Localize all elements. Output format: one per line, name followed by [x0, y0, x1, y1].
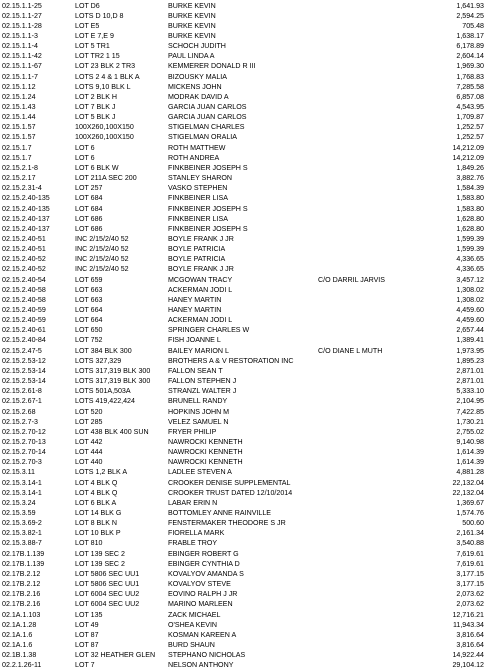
- amount-due: 500.60: [462, 519, 484, 528]
- owner-name: PAUL LINDA A: [168, 52, 215, 61]
- property-description: LOT 87: [75, 640, 99, 649]
- property-description: LOT 6004 SEC UU2: [75, 590, 140, 599]
- property-description: LOT 442: [75, 437, 103, 446]
- amount-due: 1,849.26: [456, 163, 484, 172]
- parcel-id: 02.15.2.40-52: [2, 255, 46, 264]
- amount-due: 3,816.64: [456, 630, 484, 639]
- property-description: LOT 664: [75, 306, 103, 314]
- owner-name: STEPHANO NICHOLAS: [168, 651, 246, 660]
- parcel-id: 02.15.2.67-1: [2, 397, 42, 406]
- parcel-id: 02.17B.1.139: [2, 549, 45, 558]
- parcel-id: 02.15.2.40-59: [2, 316, 46, 325]
- property-description: LOT 4 BLK Q: [75, 488, 118, 497]
- property-description: LOT D6: [75, 1, 100, 10]
- amount-due: 3,177.15: [456, 569, 484, 578]
- parcel-id: 02.15.2.40-52: [2, 265, 46, 274]
- parcel-id: 02.15.2.47-5: [2, 346, 42, 355]
- parcel-id: 02.15.1.1-4: [2, 42, 38, 51]
- owner-name: LADLEE STEVEN A: [168, 468, 232, 477]
- amount-due: 22,132.04: [452, 478, 484, 487]
- property-description: LOT 32 HEATHER GLEN: [75, 651, 156, 660]
- owner-name: NAWROCKI KENNETH: [168, 437, 243, 446]
- parcel-id: 02.17B.1.139: [2, 559, 45, 568]
- amount-due: 29,104.12: [452, 661, 484, 670]
- owner-name: FINKBEINER JOSEPH S: [168, 163, 248, 172]
- property-description: LOT 440: [75, 458, 103, 467]
- amount-due: 2,104.95: [456, 397, 484, 406]
- amount-due: 1,614.39: [456, 458, 484, 467]
- amount-due: 7,619.61: [456, 559, 484, 568]
- parcel-id: 02.15.3.14-1: [2, 488, 42, 497]
- owner-name: MARINO MARLEEN: [168, 600, 233, 609]
- parcel-id: 02.15.3.24: [2, 498, 36, 507]
- parcel-id: 02.15.3.59: [2, 509, 36, 517]
- parcel-id: 02.15.1.7: [2, 153, 32, 162]
- amount-due: 1,895.23: [456, 356, 484, 365]
- owner-name: STIGELMAN ORALIA: [168, 133, 237, 142]
- amount-due: 12,716.21: [452, 610, 484, 619]
- parcel-id: 02.15.1.44: [2, 113, 36, 122]
- parcel-id: 02.15.2.17: [2, 174, 36, 183]
- owner-name: BOYLE FRANK J JR: [168, 265, 234, 274]
- property-description: LOTS 9,10 BLK L: [75, 82, 131, 91]
- property-description: LOT 650: [75, 326, 103, 335]
- amount-due: 3,540.88: [456, 539, 484, 548]
- parcel-id: 02.15.2.70-14: [2, 448, 46, 457]
- amount-due: 7,285.58: [456, 82, 484, 91]
- owner-name: BURKE KEVIN: [168, 31, 216, 40]
- parcel-id: 02.15.2.40-59: [2, 306, 46, 314]
- property-description: LOT 135: [75, 610, 103, 619]
- property-description: LOT 6 BLK W: [75, 163, 119, 172]
- property-description: LOT 10 BLK P: [75, 529, 121, 538]
- amount-due: 4,336.65: [456, 255, 484, 264]
- amount-due: 2,871.01: [456, 377, 484, 386]
- property-description: LOT 6: [75, 153, 95, 162]
- property-description: INC 2/15/2/40 52: [75, 255, 129, 264]
- parcel-id: 02.15.1.1-27: [2, 11, 42, 20]
- amount-due: 705.48: [462, 21, 484, 30]
- amount-due: 2,871.01: [456, 366, 484, 375]
- property-description: LOTS 317,319 BLK 300: [75, 366, 151, 375]
- parcel-id: 02.15.1.24: [2, 92, 36, 101]
- property-description: LOT 8 BLK N: [75, 519, 118, 528]
- property-description: LOT 5 TR1: [75, 42, 110, 51]
- owner-name: ACKERMAN JODI L: [168, 316, 233, 325]
- owner-name: STIGELMAN CHARLES: [168, 123, 245, 132]
- owner-name: LABAR ERIN N: [168, 498, 218, 507]
- amount-due: 7,619.61: [456, 549, 484, 558]
- parcel-id: 02.15.2.7-3: [2, 417, 38, 426]
- parcel-id: 02.15.2.40-61: [2, 326, 46, 335]
- parcel-id: 02.15.3.82-1: [2, 529, 42, 538]
- amount-due: 2,604.14: [456, 52, 484, 61]
- property-description: 100X260,100X150: [75, 133, 134, 142]
- owner-name: ACKERMAN JODI L: [168, 285, 233, 294]
- amount-due: 14,922.44: [452, 651, 484, 660]
- amount-due: 14,212.09: [452, 153, 484, 162]
- amount-due: 2,161.34: [456, 529, 484, 538]
- amount-due: 4,459.60: [456, 306, 484, 314]
- property-description: LOT 438 BLK 400 SUN: [75, 427, 149, 436]
- owner-name: BOYLE PATRICIA: [168, 255, 226, 264]
- owner-name: MODRAK DAVID A: [168, 92, 229, 101]
- parcel-id: 02.15.2.70-3: [2, 458, 42, 467]
- owner-name: CROOKER TRUST DATED 12/10/2014: [168, 488, 293, 497]
- owner-name: HANEY MARTIN: [168, 306, 222, 314]
- owner-name: ROTH MATTHEW: [168, 143, 226, 152]
- property-description: LOT 686: [75, 214, 103, 223]
- parcel-id: 02.15.2.61-8: [2, 387, 42, 396]
- owner-name: FRABLE TROY: [168, 539, 218, 548]
- owner-name: GARCIA JUAN CARLOS: [168, 113, 247, 122]
- parcel-id: 02.15.1.7: [2, 143, 32, 152]
- property-description: LOT 139 SEC 2: [75, 559, 125, 568]
- property-description: LOT 810: [75, 539, 103, 548]
- parcel-id: 02.15.2.53-14: [2, 377, 46, 386]
- parcel-id: 02.15.2.31-4: [2, 184, 42, 193]
- parcel-id: 02.17B.2.16: [2, 590, 41, 599]
- owner-name: SCHOCH JUDITH: [168, 42, 226, 51]
- amount-due: 1,369.67: [456, 498, 484, 507]
- amount-due: 1,584.39: [456, 184, 484, 193]
- property-description: INC 2/15/2/40 52: [75, 234, 129, 243]
- owner-name: EBINGER CYNTHIA D: [168, 559, 240, 568]
- owner-name: O'SHEA KEVIN: [168, 620, 218, 629]
- property-description: LOT 663: [75, 295, 103, 304]
- owner-name: BROTHERS A & V RESTORATION INC: [168, 356, 294, 365]
- property-description: LOT 6 BLK A: [75, 498, 117, 507]
- property-description: LOT 23 BLK 2 TR3: [75, 62, 136, 71]
- amount-due: 1,574.76: [456, 509, 484, 517]
- parcel-id: 02.15.2.40-51: [2, 245, 46, 254]
- parcel-id: 02.17B.2.12: [2, 580, 41, 589]
- owner-name: BRUNELL RANDY: [168, 397, 228, 406]
- amount-due: 4,543.95: [456, 103, 484, 111]
- owner-name: BIZOUSKY MALIA: [168, 72, 228, 81]
- owner-name: BOTTOMLEY ANNE RAINVILLE: [168, 509, 272, 517]
- parcel-id: 02.15.2.40-84: [2, 336, 46, 345]
- owner-name: VELEZ SAMUEL N: [168, 417, 229, 426]
- parcel-id: 02.15.1.1-42: [2, 52, 42, 61]
- parcel-id: 02.15.2.40-51: [2, 234, 46, 243]
- amount-due: 4,336.65: [456, 265, 484, 274]
- property-description: LOTS 1,2 BLK A: [75, 468, 128, 477]
- owner-name: FRYER PHILIP: [168, 427, 217, 436]
- amount-due: 1,308.02: [456, 285, 484, 294]
- owner-name: MICKENS JOHN: [168, 82, 222, 91]
- property-description: LOT 5806 SEC UU1: [75, 580, 140, 589]
- parcel-id: 02.15.2.70-12: [2, 427, 46, 436]
- amount-due: 2,755.02: [456, 427, 484, 436]
- property-description: LOT 2 BLK H: [75, 92, 118, 101]
- property-description: LOT 752: [75, 336, 103, 345]
- parcel-id: 02.15.2.40-54: [2, 275, 46, 284]
- owner-name: NELSON ANTHONY: [168, 661, 234, 670]
- owner-name: GARCIA JUAN CARLOS: [168, 103, 247, 111]
- property-description: LOT 5806 SEC UU1: [75, 569, 140, 578]
- property-description: LOT 14 BLK G: [75, 509, 122, 517]
- owner-name: HANEY MARTIN: [168, 295, 222, 304]
- property-description: LOT 664: [75, 316, 103, 325]
- owner-name: BOYLE PATRICIA: [168, 245, 226, 254]
- amount-due: 1,599.39: [456, 245, 484, 254]
- owner-name: FALLON SEAN T: [168, 366, 223, 375]
- parcel-id: 02.15.1.1-28: [2, 21, 42, 30]
- owner-name: FINKBEINER LISA: [168, 214, 228, 223]
- amount-due: 1,628.80: [456, 214, 484, 223]
- owner-name: STANLEY SHARON: [168, 174, 232, 183]
- property-description: 100X260,100X150: [75, 123, 134, 132]
- property-description: LOT 684: [75, 194, 103, 203]
- owner-name: KEMMERER DONALD R III: [168, 62, 256, 71]
- parcel-id: 02.15.2.1-8: [2, 163, 38, 172]
- amount-due: 9,140.98: [456, 437, 484, 446]
- amount-due: 1,389.41: [456, 336, 484, 345]
- amount-due: 3,816.64: [456, 640, 484, 649]
- property-description: LOT 49: [75, 620, 99, 629]
- parcel-id: 02.15.1.1-25: [2, 1, 42, 10]
- amount-due: 4,459.60: [456, 316, 484, 325]
- property-description: LOTS 2 4 & 1 BLK A: [75, 72, 140, 81]
- amount-due: 1,973.95: [456, 346, 484, 355]
- owner-name: STRANZL WALTER J: [168, 387, 237, 396]
- owner-name: BOYLE FRANK J JR: [168, 234, 234, 243]
- parcel-id: 02.15.2.53-12: [2, 356, 46, 365]
- property-description: INC 2/15/2/40 52: [75, 245, 129, 254]
- parcel-id: 02.15.1.43: [2, 103, 36, 111]
- owner-name: ROTH ANDREA: [168, 153, 220, 162]
- property-description: LOT 444: [75, 448, 103, 457]
- owner-name: BURKE KEVIN: [168, 1, 216, 10]
- parcel-id: 02.15.1.12: [2, 82, 36, 91]
- property-description: LOTS 317,319 BLK 300: [75, 377, 151, 386]
- owner-name: SPRINGER CHARLES W: [168, 326, 250, 335]
- amount-due: 1,252.57: [456, 133, 484, 142]
- owner-name: MCGOWAN TRACY: [168, 275, 233, 284]
- owner-name: FIORELLA MARK: [168, 529, 225, 538]
- parcel-id: 02.15.1.57: [2, 123, 36, 132]
- amount-due: 6,178.89: [456, 42, 484, 51]
- property-description: LOT 520: [75, 407, 103, 416]
- amount-due: 1,709.87: [456, 113, 484, 122]
- parcel-id: 02.15.3.88-7: [2, 539, 42, 548]
- property-description: LOT 211A SEC 200: [75, 174, 137, 183]
- property-description: LOT TR2 1 15: [75, 52, 120, 61]
- amount-due: 4,881.28: [456, 468, 484, 477]
- property-description: LOT 257: [75, 184, 103, 193]
- parcel-id: 02.15.2.40-137: [2, 224, 50, 233]
- amount-due: 1,730.21: [456, 417, 484, 426]
- owner-name: KOSMAN KAREEN A: [168, 630, 237, 639]
- care-of: C/O DARRIL JARVIS: [318, 275, 386, 284]
- parcel-id: 02.2.1.26-11: [2, 661, 42, 670]
- property-description: LOT E 7,E 9: [75, 31, 114, 40]
- parcel-id: 02.1A.1.6: [2, 630, 33, 639]
- property-description: LOT 659: [75, 275, 103, 284]
- property-description: LOT 139 SEC 2: [75, 549, 125, 558]
- amount-due: 1,308.02: [456, 295, 484, 304]
- property-description: INC 2/15/2/40 52: [75, 265, 129, 274]
- parcel-id: 02.15.1.57: [2, 133, 36, 142]
- property-description: LOT 684: [75, 204, 103, 213]
- parcel-id: 02.15.2.40-58: [2, 295, 46, 304]
- owner-name: NAWROCKI KENNETH: [168, 458, 243, 467]
- table-row: [0, 660, 488, 671]
- property-description: LOT 7 BLK J: [75, 103, 116, 111]
- property-description: LOT 285: [75, 417, 103, 426]
- owner-name: EBINGER ROBERT G: [168, 549, 239, 558]
- owner-name: HOPKINS JOHN M: [168, 407, 230, 416]
- property-description: LOTS D 10,D 8: [75, 11, 124, 20]
- amount-due: 2,073.62: [456, 590, 484, 599]
- parcel-id: 02.15.2.70-13: [2, 437, 46, 446]
- property-description: LOTS 327,329: [75, 356, 122, 365]
- parcel-id: 02.15.2.40-135: [2, 204, 50, 213]
- amount-due: 5,333.10: [456, 387, 484, 396]
- amount-due: 1,614.39: [456, 448, 484, 457]
- parcel-id: 02.1B.1.38: [2, 651, 37, 660]
- parcel-id: 02.15.3.14-1: [2, 478, 42, 487]
- amount-due: 22,132.04: [452, 488, 484, 497]
- amount-due: 11,943.34: [452, 620, 484, 629]
- owner-name: ZACK MICHAEL: [168, 610, 221, 619]
- amount-due: 2,073.62: [456, 600, 484, 609]
- parcel-id: 02.17B.2.16: [2, 600, 41, 609]
- parcel-id: 02.1A.1.28: [2, 620, 37, 629]
- parcel-id: 02.15.3.69-2: [2, 519, 42, 528]
- amount-due: 1,252.57: [456, 123, 484, 132]
- property-description: LOT 5 BLK J: [75, 113, 116, 122]
- amount-due: 1,628.80: [456, 224, 484, 233]
- amount-due: 1,641.93: [456, 1, 484, 10]
- amount-due: 3,882.76: [456, 174, 484, 183]
- owner-name: VASKO STEPHEN: [168, 184, 228, 193]
- owner-name: FINKBEINER JOSEPH S: [168, 204, 248, 213]
- parcel-id: 02.15.2.53-14: [2, 366, 46, 375]
- property-description: LOT 663: [75, 285, 103, 294]
- owner-name: KOVALYOV STEVE: [168, 580, 231, 589]
- care-of: C/O DIANE L MUTH: [318, 346, 383, 355]
- owner-name: NAWROCKI KENNETH: [168, 448, 243, 457]
- owner-name: KOVALYOV AMANDA S: [168, 569, 244, 578]
- amount-due: 14,212.09: [452, 143, 484, 152]
- parcel-id: 02.17B.2.12: [2, 569, 41, 578]
- amount-due: 1,969.30: [456, 62, 484, 71]
- property-description: LOT 686: [75, 224, 103, 233]
- owner-name: BURD SHAUN: [168, 640, 215, 649]
- parcel-id: 02.15.2.40-135: [2, 194, 50, 203]
- amount-due: 7,422.85: [456, 407, 484, 416]
- property-description: LOTS 501A,503A: [75, 387, 131, 396]
- amount-due: 3,457.12: [456, 275, 484, 284]
- owner-name: BURKE KEVIN: [168, 11, 216, 20]
- owner-name: FINKBEINER JOSEPH S: [168, 224, 248, 233]
- owner-name: FISH JOANNE L: [168, 336, 221, 345]
- property-description: LOT 6: [75, 143, 95, 152]
- property-description: LOT 4 BLK Q: [75, 478, 118, 487]
- owner-name: FINKBEINER LISA: [168, 194, 228, 203]
- property-description: LOT 384 BLK 300: [75, 346, 132, 355]
- property-description: LOTS 419,422,424: [75, 397, 135, 406]
- parcel-id: 02.15.2.68: [2, 407, 36, 416]
- parcel-id: 02.15.1.1-67: [2, 62, 42, 71]
- amount-due: 2,594.25: [456, 11, 484, 20]
- amount-due: 1,599.39: [456, 234, 484, 243]
- owner-name: FALLON STEPHEN J: [168, 377, 237, 386]
- property-description: LOT E5: [75, 21, 100, 30]
- amount-due: 1,583.80: [456, 194, 484, 203]
- amount-due: 1,638.17: [456, 31, 484, 40]
- amount-due: 1,768.83: [456, 72, 484, 81]
- parcel-id: 02.15.2.40-137: [2, 214, 50, 223]
- amount-due: 1,583.80: [456, 204, 484, 213]
- parcel-id: 02.1A.1.6: [2, 640, 33, 649]
- owner-name: BURKE KEVIN: [168, 21, 216, 30]
- owner-name: CROOKER DENISE SUPPLEMENTAL: [168, 478, 291, 487]
- owner-name: BAILEY MARION L: [168, 346, 229, 355]
- parcel-id: 02.15.2.40-58: [2, 285, 46, 294]
- parcel-id: 02.15.1.1-7: [2, 72, 38, 81]
- parcel-id: 02.15.3.11: [2, 468, 36, 477]
- owner-name: EOVINO RALPH J JR: [168, 590, 238, 599]
- amount-due: 2,657.44: [456, 326, 484, 335]
- amount-due: 6,857.08: [456, 92, 484, 101]
- amount-due: 3,177.15: [456, 580, 484, 589]
- property-description: LOT 6004 SEC UU2: [75, 600, 140, 609]
- owner-name: FENSTERMAKER THEODORE S JR: [168, 519, 286, 528]
- parcel-id: 02.1A.1.103: [2, 610, 41, 619]
- property-description: LOT 87: [75, 630, 99, 639]
- property-description: LOT 7: [75, 661, 95, 670]
- parcel-id: 02.15.1.1-3: [2, 31, 38, 40]
